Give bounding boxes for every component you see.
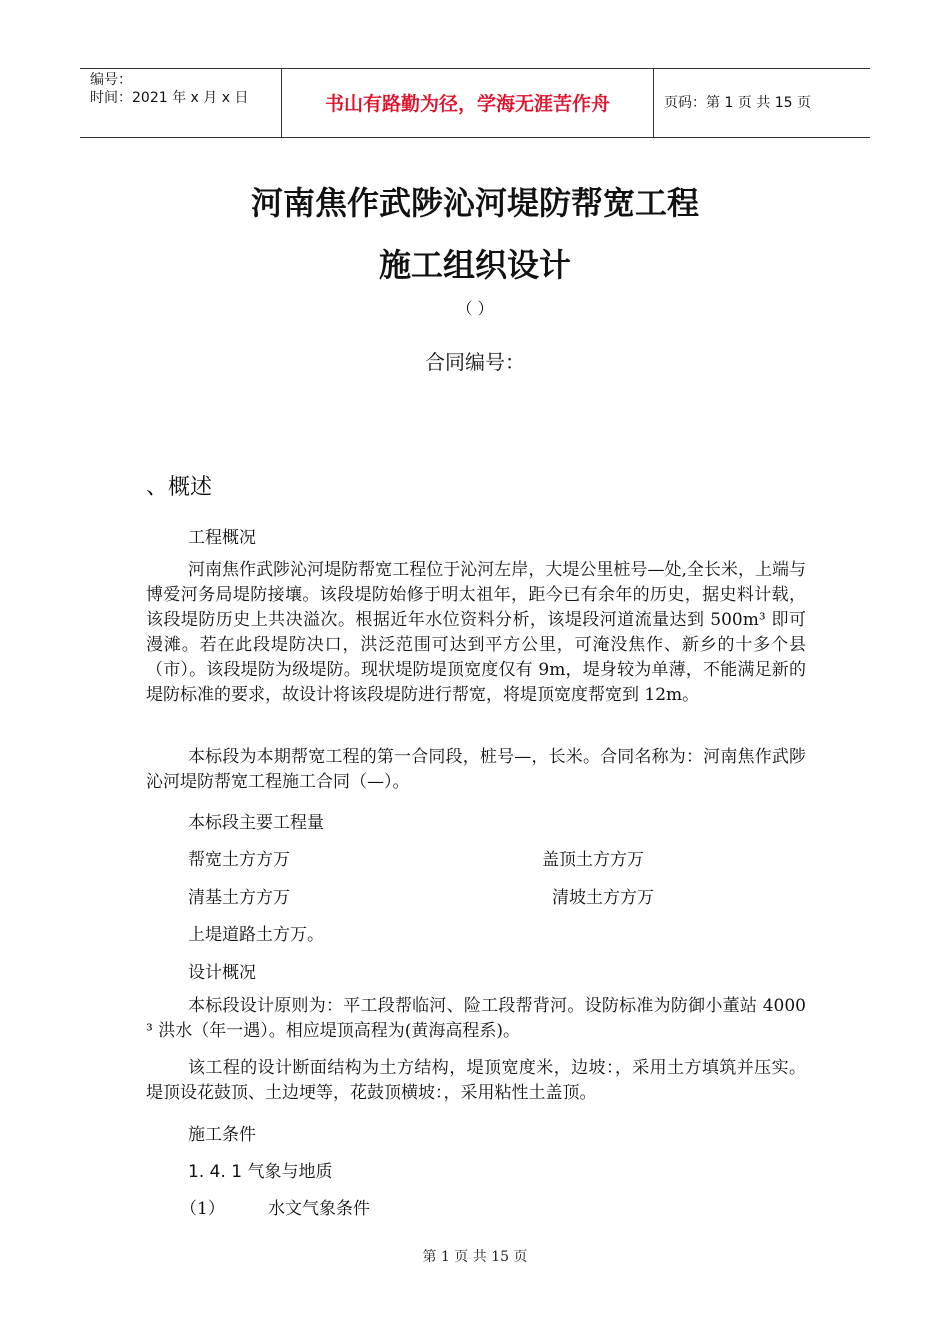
quantity-item: 盖顶土方方万 — [542, 850, 644, 870]
subheading-quantities: 本标段主要工程量 — [188, 813, 324, 833]
quantity-item: 上堤道路土方万。 — [188, 925, 324, 945]
subheading-overview: 工程概况 — [188, 528, 256, 548]
list-item-text: 水文气象条件 — [268, 1199, 370, 1219]
serial-label: 编号： — [90, 72, 132, 88]
list-item-number: （1） — [180, 1199, 225, 1219]
document-subtitle: 施工组织设计 — [378, 246, 571, 284]
page-footer: 第 1 页 共 15 页 — [422, 1249, 528, 1265]
quantity-item: 清基土方方万 — [188, 888, 290, 908]
quantity-item: 帮宽土方方万 — [188, 850, 290, 870]
header-motto: 书山有路勤为径，学海无涯苦作舟 — [282, 69, 654, 137]
paragraph-design-principle: 本标段设计原则为：平工段帮临河、险工段帮背河。设防标准为防御小董站 4000 ³ 洪水（年一遇）。相应堤顶高程为(黄海高程系)。 — [146, 996, 806, 1041]
subheading-conditions: 施工条件 — [188, 1125, 256, 1145]
section-heading: 、概述 — [146, 475, 213, 500]
title-parenthetical: （ ） — [456, 299, 494, 318]
subheading-weather-geology: 1. 4. 1 气象与地质 — [188, 1162, 333, 1182]
paragraph-contract: 本标段为本期帮宽工程的第一合同段，桩号—，长米。合同名称为：河南焦作武陟沁河堤防帮宽工程施工合同（—）。 — [146, 747, 806, 792]
document-title: 河南焦作武陟沁河堤防帮宽工程 — [250, 184, 699, 222]
subheading-design: 设计概况 — [188, 963, 256, 983]
time-label: 时间：2021 年 x 月 x 日 — [90, 90, 249, 106]
document-header — [80, 68, 870, 138]
quantity-item: 清坡土方方万 — [552, 888, 654, 908]
paragraph-overview: 河南焦作武陟沁河堤防帮宽工程位于沁河左岸，大堤公里桩号—处,全长米，上端与博爱河务局堤防接壤。该段堤防始修于明太祖年，距今已有余年的历史，据史料计载，该段堤防历史上共决溢次。根据近年水位资料分析，该堤段河道流量达到 500m³ 即可漫滩。若在此段堤防决口，洪泛范围可达到平方公里，可淹没焦作、新乡的十多个县（市）。该段堤防为级堤防。现状堤防堤顶宽度仅有 9m，堤身较为单薄，不能满足新的堤防标准的要求，故设计将该段堤防进行帮宽，将堤顶宽度帮宽到 12m。 — [146, 560, 806, 705]
header-meta — [80, 69, 282, 137]
contract-number: 合同编号： — [425, 350, 525, 374]
header-page-info: 页码：第 1 页 共 15 页 — [664, 95, 811, 111]
paragraph-design-section: 该工程的设计断面结构为土方结构，堤顶宽度米，边坡：，采用土方填筑并压实。堤顶设花鼓顶、土边埂等，花鼓顶横坡：，采用粘性土盖顶。 — [146, 1058, 806, 1103]
